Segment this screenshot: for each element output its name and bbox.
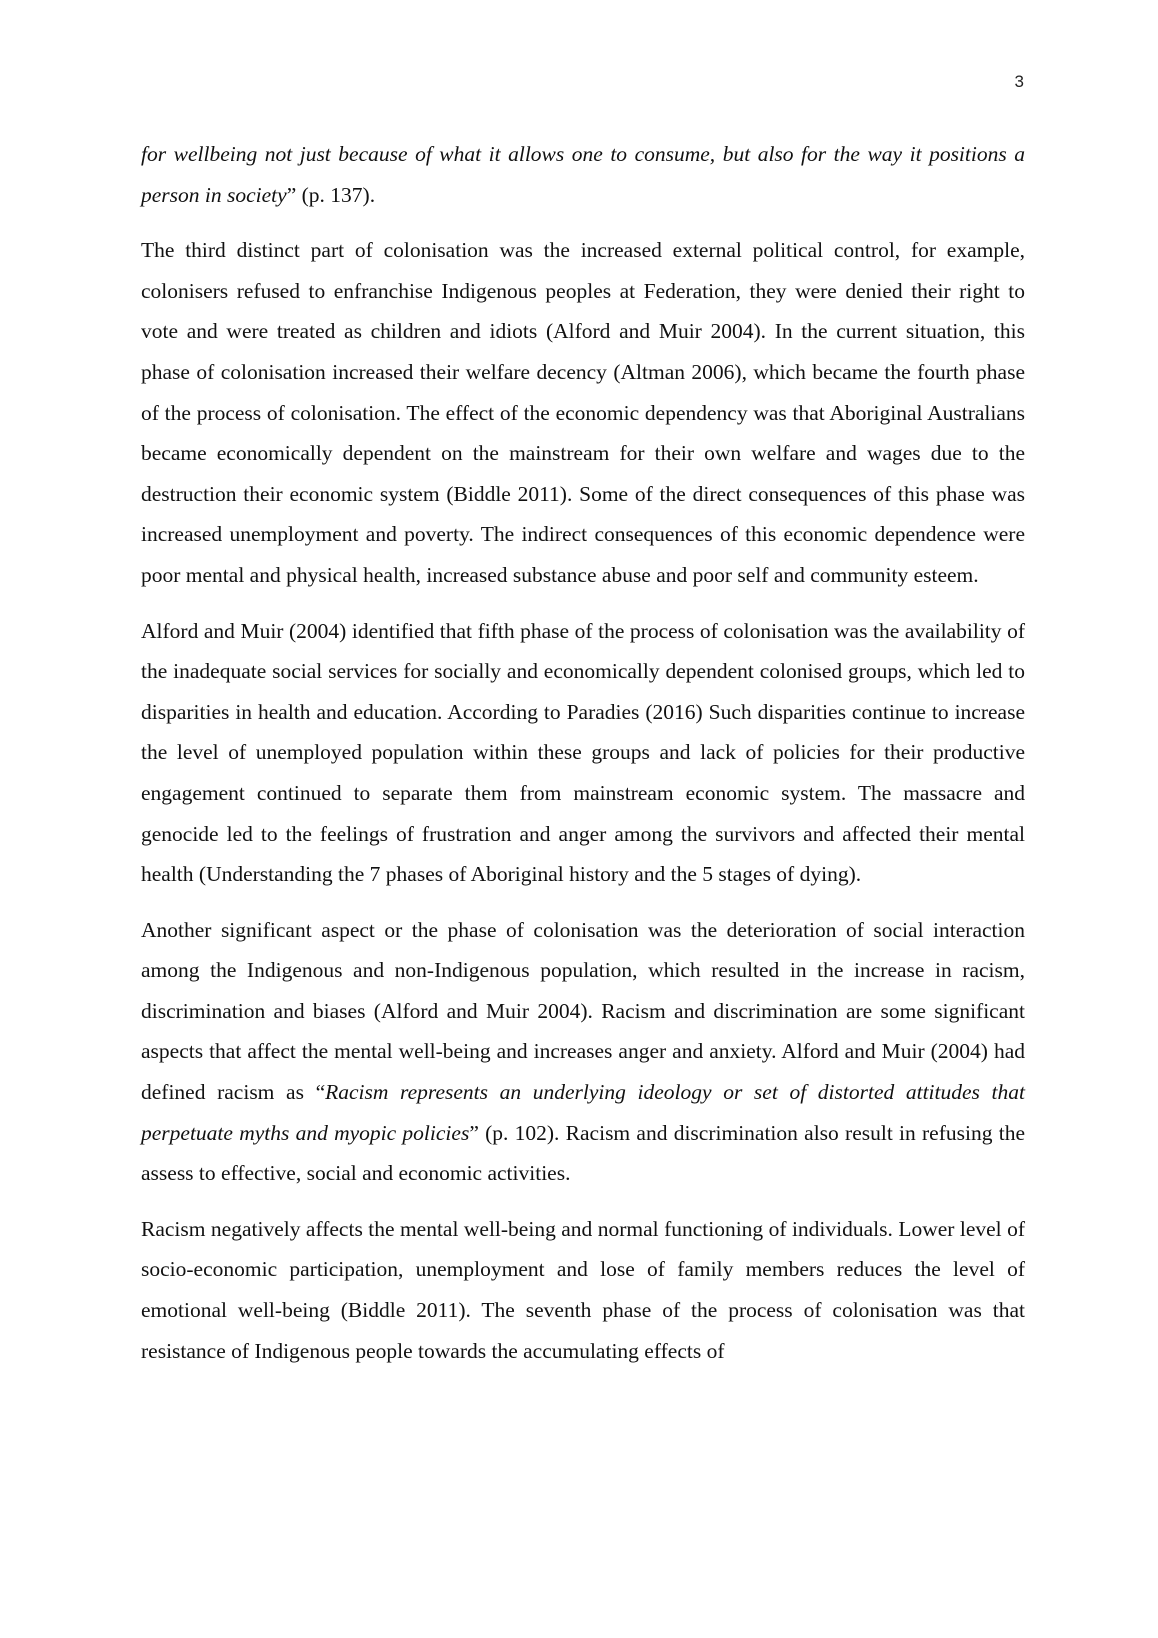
document-body — [141, 134, 1025, 1386]
paragraph-5: Racism negatively affects the mental well-being and normal functioning of individuals. Lower level of socio-economic participation, unemployment and lose of family members reduces the level of emotional well-being (Biddle 2011). The seventh phase of the process of colonisation was that resistance of Indigenous people towards the accumulating effects of — [141, 1216, 1025, 1363]
paragraph-4-intro: Another significant aspect or the phase of colonisation was the deterioration of social interaction among the Indigenous and non-Indigenous population, which resulted in the increase in racism, discrimination and biases (Alford and Muir 2004). Racism and discrimination are some significant aspects that affect the mental well-being and increases anger and anxiety. Alford and Muir (2004) had defined racism as “ — [141, 917, 1025, 1105]
paragraph-1 — [141, 134, 1025, 215]
paragraph-4 — [141, 910, 1025, 1194]
page-number: 3 — [1014, 72, 1024, 91]
paragraph-2: The third distinct part of colonisation was the increased external political control, for example, colonisers refused to enfranchise Indigenous peoples at Federation, they were denied their right to vote and were treated as children and idiots (Alford and Muir 2004). In the current situation, this phase of colonisation increased their welfare decency (Altman 2006), which became the fourth phase of the process of colonisation. The effect of the economic dependency was that Aboriginal Australians became economically dependent on the mainstream for their own welfare and wages due to the destruction their economic system (Biddle 2011). Some of the direct consequences of this phase was increased unemployment and poverty. The indirect consequences of this economic dependence were poor mental and physical health, increased substance abuse and poor self and community esteem. — [141, 238, 1025, 587]
quote-italic: for wellbeing not just because of what it allows one to consume, but also for the way it positions a person in society — [141, 142, 1025, 207]
paragraph-4-outro: ” (p. 102). Racism and discrimination also result in refusing the assess to effective, social and economic activities. — [141, 1120, 1025, 1186]
quote-citation: ” (p. 137). — [286, 182, 376, 207]
paragraph-3: Alford and Muir (2004) identified that fifth phase of the process of colonisation was the availability of the inadequate social services for socially and economically dependent colonised groups, which led to disparities in health and education. According to Paradies (2016) Such disparities continue to increase the level of unemployed population within these groups and lack of policies for their productive engagement continued to separate them from mainstream economic system. The massacre and genocide led to the feelings of frustration and anger among the survivors and affected their mental health (Understanding the 7 phases of Aboriginal history and the 5 stages of dying). — [141, 618, 1025, 887]
racism-definition-quote: Racism represents an underlying ideology or set of distorted attitudes that perpetuate myths and myopic policies — [141, 1080, 1025, 1145]
